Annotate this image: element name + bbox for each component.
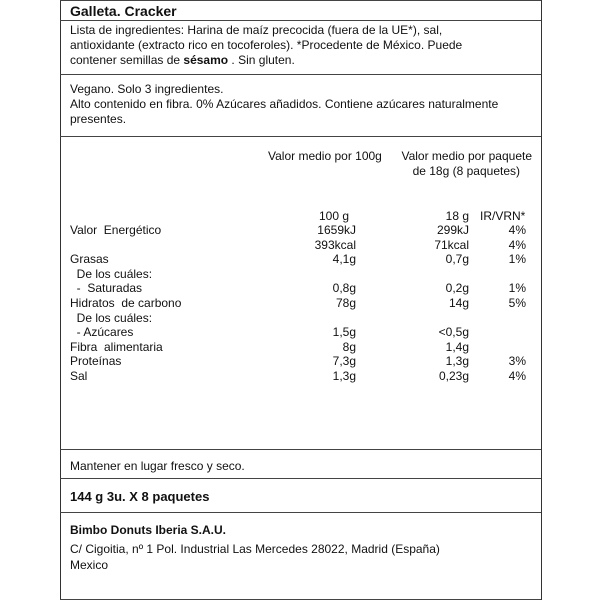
rule-after-net [60,512,541,513]
nutrient-value-pack: 71kcal [434,238,469,252]
nutrient-value-pack: 14g [448,296,469,310]
nutrient-value-pack: 0,2g [445,281,469,295]
nutrient-ir: 4% [508,238,526,252]
header-per-pack-1: Valor medio por paquete [401,149,532,163]
nutrient-value-100g: 1,5g [332,325,356,339]
col-18g-header: 18 g [445,209,469,223]
nutrient-value-pack: 0,7g [445,252,469,266]
rule-after-table [60,449,541,450]
nutrient-label: Grasas [70,252,109,266]
nutrient-label: Sal [70,369,88,383]
nutrient-ir: 5% [508,296,526,310]
nutrient-value-pack: <0,5g [438,325,469,339]
nutrient-value-100g: 7,3g [332,354,356,368]
ingredients-line-2: antioxidante (extracto rico en tocoferoles). *Procedente de México. Puede [70,38,463,52]
product-title: Galleta. Cracker [70,3,177,19]
country-origin: Mexico [70,558,109,572]
claims-line-2: Alto contenido en fibra. 0% Azúcares añadidos. Contiene azúcares naturalmente [70,97,499,111]
rule-after-ingredients [60,74,541,75]
nutrient-value-pack: 0,23g [438,369,469,383]
net-content: 144 g 3u. X 8 paquetes [70,489,210,504]
nutrient-value-100g: 0,8g [332,281,356,295]
nutrient-value-100g: 1659kJ [317,223,356,237]
nutrient-label: De los cuáles: [70,311,153,325]
col-100g-header: 100 g [318,209,349,223]
top-rule [60,0,541,1]
title-rule [60,20,541,21]
nutrient-value-100g: 4,1g [332,252,356,266]
nutrient-value-pack: 299kJ [436,223,469,237]
nutrient-value-pack: 1,3g [445,354,469,368]
nutrient-value-100g: 8g [342,340,356,354]
nutrient-ir: 4% [508,223,526,237]
nutrient-value-100g: 78g [335,296,356,310]
ingredients-list [70,23,530,68]
nutrient-label: Hidratos de carbono [70,296,182,310]
nutrient-value-100g: 1,3g [332,369,356,383]
rule-after-storage [60,478,541,479]
nutrient-label: Proteínas [70,354,122,368]
col-ir-header: IR/VRN* [480,209,526,223]
allergen-sesame: sésamo [183,53,229,67]
nutrient-ir: 1% [508,281,526,295]
rule-after-claims [60,136,541,137]
nutrient-label: Fibra alimentaria [70,340,163,354]
claims-block [70,82,530,127]
storage-instructions: Mantener en lugar fresco y seco. [70,459,245,473]
ingredients-line-1: Lista de ingredientes: Harina de maíz precocida (fuera de la UE*), sal, [70,23,443,37]
nutrient-value-pack: 1,4g [445,340,469,354]
claims-line-3: presentes. [70,112,127,126]
company-address: C/ Cigoitia, nº 1 Pol. Industrial Las Mercedes 28022, Madrid (España) [70,542,440,556]
header-per-100g: Valor medio por 100g [268,149,382,163]
nutrient-label: - Azúcares [70,325,134,339]
nutrient-value-100g: 393kcal [314,238,356,252]
nutrient-label: Valor Energético [70,223,162,237]
ingredients-line-3-pre: contener semillas de [70,53,184,67]
header-per-pack-2: de 18g (8 paquetes) [412,164,520,178]
ingredients-line-3 [70,53,530,68]
claims-line-1: Vegano. Solo 3 ingredientes. [70,82,224,96]
nutrient-label: - Saturadas [70,281,143,295]
nutrient-ir: 3% [508,354,526,368]
nutrient-label: De los cuáles: [70,267,153,281]
company-name: Bimbo Donuts Iberia S.A.U. [70,523,227,537]
nutrient-ir: 1% [508,252,526,266]
nutrient-ir: 4% [508,369,526,383]
ingredients-line-3-post: . Sin gluten. [228,53,295,67]
